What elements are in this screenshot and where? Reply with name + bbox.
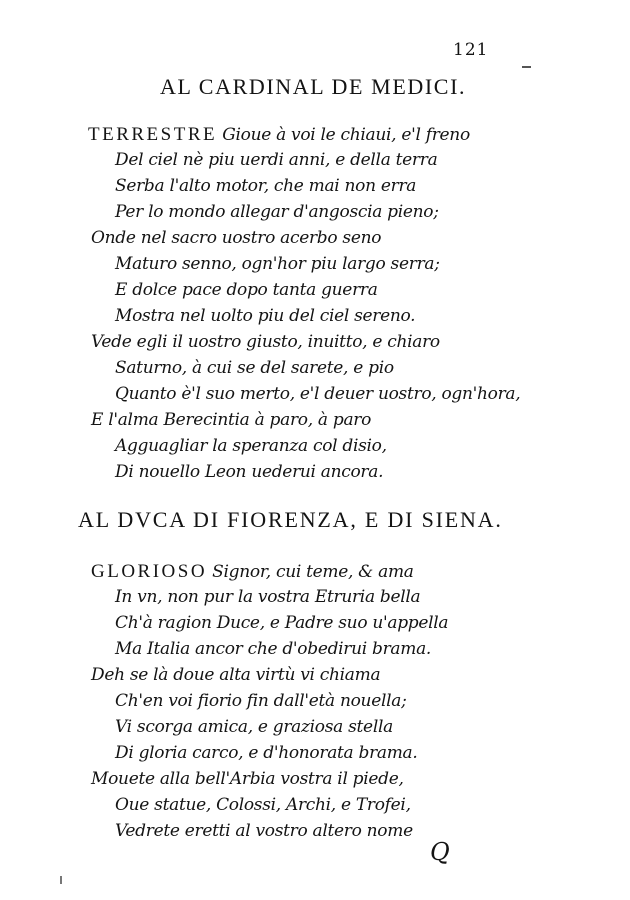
verse-line xyxy=(91,561,414,583)
verse-line: Quanto è'l suo merto, e'l deuer uostro, ogn'hora, xyxy=(115,384,521,404)
verse-line: Di nouello Leon uederui ancora. xyxy=(115,462,384,482)
margin-mark xyxy=(522,66,531,68)
verse-line: Oue statue, Colossi, Archi, e Trofei, xyxy=(115,795,411,815)
verse-line-rest: Gioue à voi le chiaui, e'l freno xyxy=(217,125,470,145)
verse-line: Mouete alla bell'Arbia vostra il piede, xyxy=(91,769,404,789)
verse-line: Maturo senno, ogn'hor piu largo serra; xyxy=(115,254,440,274)
verse-line: E dolce pace dopo tanta guerra xyxy=(115,280,378,300)
verse-line xyxy=(88,124,470,146)
verse-line: Ch'en voi fiorio fin dall'età nouella; xyxy=(115,691,407,711)
verse-line: Deh se là doue alta virtù vi chiama xyxy=(91,665,381,685)
verse-line: Serba l'alto motor, che mai non erra xyxy=(115,176,417,196)
verse-line: Ch'à ragion Duce, e Padre suo u'appella xyxy=(115,613,449,633)
verse-line: Vi scorga amica, e graziosa stella xyxy=(115,717,393,737)
verse-line: Ma Italia ancor che d'obedirui brama. xyxy=(115,639,432,659)
verse-line: Del ciel nè piu uerdi anni, e della terra xyxy=(115,150,438,170)
lead-word: TERRESTRE xyxy=(88,124,218,145)
verse-line: Saturno, à cui se del sarete, e pio xyxy=(115,358,394,378)
lead-word: GLORIOSO xyxy=(91,561,208,582)
verse-line: Vedrete eretti al vostro altero nome xyxy=(115,821,413,841)
verse-line: Di gloria carco, e d'honorata brama. xyxy=(115,743,418,763)
verse-line: In vn, non pur la vostra Etruria bella xyxy=(115,587,421,607)
margin-mark xyxy=(60,876,62,884)
sonnet-title: AL DVCA DI FIORENZA, E DI SIENA. xyxy=(78,507,503,532)
verse-line: Vede egli il uostro giusto, inuitto, e chiaro xyxy=(91,332,440,352)
verse-line: Per lo mondo allegar d'angoscia pieno; xyxy=(115,202,439,222)
verse-line: E l'alma Berecintia à paro, à paro xyxy=(91,410,372,430)
page-number: 121 xyxy=(453,40,489,60)
catchword: Q xyxy=(430,838,450,866)
verse-line: Mostra nel uolto piu del ciel sereno. xyxy=(115,306,416,326)
verse-line: Agguagliar la speranza col disio, xyxy=(115,436,387,456)
verse-line: Onde nel sacro uostro acerbo seno xyxy=(91,228,382,248)
verse-line-rest: Signor, cui teme, & ama xyxy=(207,562,414,582)
sonnet-title: AL CARDINAL DE MEDICI. xyxy=(160,74,467,99)
